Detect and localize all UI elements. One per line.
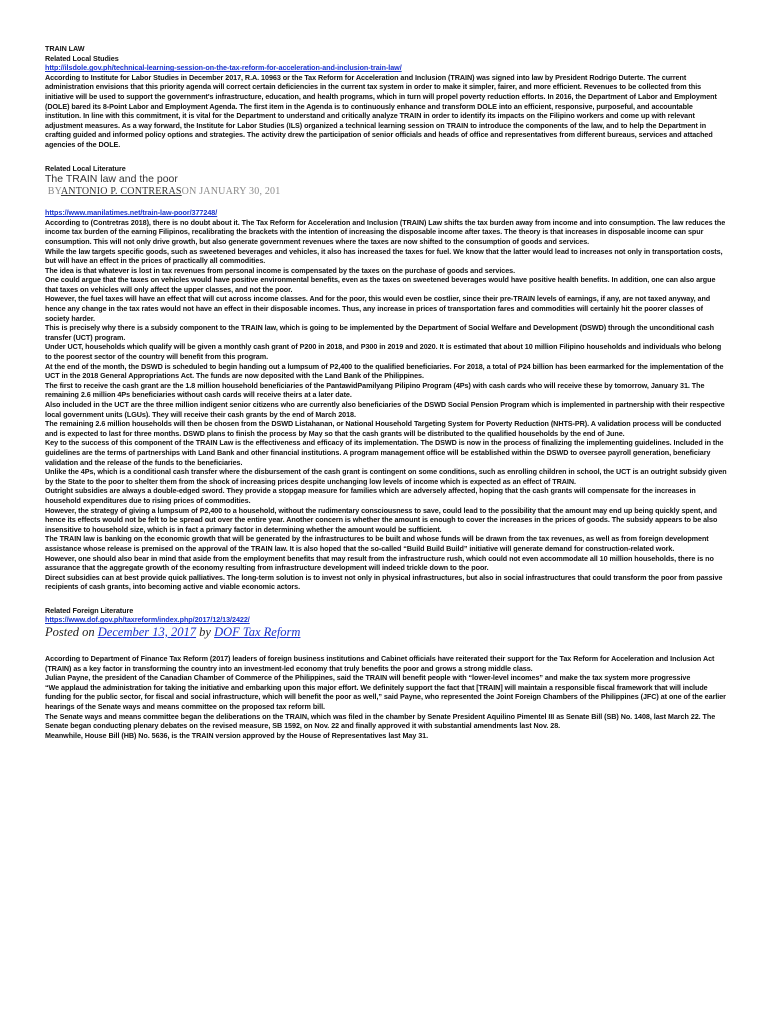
foreign-literature-body [45, 654, 727, 740]
posted-date-link[interactable]: December 13, 2017 [97, 625, 197, 640]
paragraph: While the law targets specific goods, such as sweetened beverages and vehicles, it also has increased the taxes for fuel. We know that the latter would lead to increases not only in transportation costs, but will have an effect in the prices of practically all commodities. [45, 246, 723, 266]
paragraph: Direct subsidies can at best provide quick palliatives. The long-term solution is to invest not only in physical infrastructures, but also in social infrastructures that could transform the poor from passive recipients of cash grants, into becoming active and viable economic actors. [45, 572, 723, 592]
paragraph: Meanwhile, House Bill (HB) No. 5636, is the TRAIN version approved by the House of Representatives last May 31. [45, 730, 429, 740]
section-heading-local-studies: Related Local Studies [45, 53, 119, 63]
posted-on-label: Posted on [45, 625, 98, 640]
paragraph: One could argue that the taxes on vehicles would have positive environmental benefits, even as the taxes on sweetened beverages would have positive health benefits. In addition, one can also argue that taxes on vehicles will only affect the upper classes, and not the poor. [45, 275, 716, 294]
paragraph: However, one should also bear in mind that aside from the employment benefits that may result from the infrastructure rush, which could not even accommodate all 10 million households, there is no assurance that the aggregate growth of the economy resulting from infrastructure development will indeed trickle down to the poor. [45, 553, 714, 573]
paragraph: At the end of the month, the DSWD is scheduled to begin handing out a lumpsum of P2,400 to the qualified beneficiaries. For 2018, a total of P24 billion has been earmarked for the implementation of the UCT in the 2018 General Appropriations Act. The funds are now deposited with the Land Bank of the Philippines. [45, 361, 724, 381]
byline-by: BY [47, 186, 61, 198]
paragraph: However, the strategy of giving a lumpsum of P2,400 to a household, without the rudimentary consciousness to save, could lead to the possibility that the amount may end up being quickly spent, and hence its effects would not be felt to be spread out over the entire year. Another concern is whether the amount is enough to cover the increases in the prices of goods. The subsidy appears to be also insensitive to household size, which is in fact a primary factor in determining whether the amount would be sufficient. [45, 505, 718, 534]
paragraph: However, the fuel taxes will have an effect that will cut across income classes. And for the poor, this would even be costlier, since their pre-TRAIN levels of earnings, if any, are not taxed anyway, and hence any change in the tax rates would not have an effect in their disposable incomes. Thus, any increase in prices of transportation fares and commodities will certainly hit the poorer classes of society harder. [45, 294, 711, 323]
paragraph: This is precisely why there is a subsidy component to the TRAIN law, which is going to be implemented by the Department of Social Welfare and Development (DSWD) through the unconditional cash transfer (UCT) program. [45, 323, 714, 342]
paragraph: According to Department of Finance Tax Reform (2017) leaders of foreign business institutions and Cabinet officials have reiterated their support for the Tax Reform for Acceleration and Inclusion Act (TRAIN) as a key factor in transforming the country into an investment-led economy that truly benefits the poor and grows a strong middle class. [45, 654, 715, 673]
posted-author-link[interactable]: DOF Tax Reform [214, 625, 301, 640]
paragraph: Under UCT, households which qualify will be given a monthly cash grant of P200 in 2018, and P300 in 2019 and 2020. It is estimated that about 10 million Filipino households and individuals who belong to the poorest sector of the country will benefit from this program. [45, 342, 722, 362]
document-page [45, 44, 727, 740]
posted-line [45, 625, 727, 640]
section-heading-local-literature: Related Local Literature [45, 163, 126, 173]
local-studies-paragraph: According to Institute for Labor Studies in December 2017, R.A. 10963 or the Tax Reform for Acceleration and Inclusion (TRAIN) was signed into law by President Rodrigo Duterte. The current administration envisions that this priority agenda will correct certain deficiencies in the current tax system in order to make it simpler, fairer, and more efficient. Revenues to be collected from this initiative will be used to support the government's infrastructure, education, and health programs, which in turn will propel poverty reduction efforts. In 2016, the Department of Labor and Employment (DOLE) bared its 8-Point Labor and Employment Agenda. The first item in the Agenda is to continuously enhance and transform DOLE into an efficient, responsive, purposeful, and accountable institution. In line with this commitment, it is vital for the Department to understand and critically analyze TRAIN in order to identify its impacts on the Filipino workers and come up with relevant adjustment measures. As a way forward, the Institute for Labor Studies (ILS) organized a technical learning session on TRAIN to introduce the components of the law, and to help the Department in crafting guided and informed policy options and strategies. The activity drew the participation of senior officials and heads of office and representatives from different bureaus, services and attached agencies of the DOLE. [45, 72, 717, 149]
paragraph: The TRAIN law is banking on the economic growth that will be generated by the infrastructures to be built and whose funds will be drawn from the tax revenues, as well as from foreign development assistance whose release is premised on the approval of the TRAIN law. It is also hoped that the so-called “Build Build Build” initiative will generate demand for construction-related work. [45, 534, 709, 553]
paragraph: The idea is that whatever is lost in tax revenues from personal income is compensated by the taxes on the purchase of goods and services. [45, 265, 516, 275]
paragraph: “We applaud the administration for taking the initiative and embarking upon this major effort. We definitely support the fact that [TRAIN] will maintain a responsible fiscal framework that will include funding for the public sector, for fiscal and social infrastructure, which will benefit the poor as well,” said Payne, who represented the Joint Foreign Chambers of the Philippines (JFC) at one of the earlier hearings of the Senate ways and means committee on the proposed tax reform bill. [45, 682, 726, 712]
paragraph: The remaining 2.6 million households will then be chosen from the DSWD Listahanan, or National Household Targeting System for Poverty Reduction (NHTS-PR). A validation process will be conducted and is expected to last for three months. DSWD plans to finish the process by May so that the cash grants will be distributed to the qualified households by the end of June. [45, 419, 722, 438]
article-byline [45, 185, 727, 199]
local-literature-body [45, 218, 727, 592]
paragraph: Outright subsidies are always a double-edged sword. They provide a stopgap measure for families which are adversely affected, hoping that the cash grants will compensate for the increases in household expenditures due to rising prices of commodities. [45, 486, 696, 505]
paragraph: The first to receive the cash grant are the 1.8 million household beneficiaries of the PantawidPamilyang Pilipino Program (4Ps) with cash cards who will receive these by tomorrow, January 31. The remaining 2.6 million 4Ps beneficiaries without cash cards will receive theirs at a later date. [45, 380, 705, 400]
section-heading-foreign-literature: Related Foreign Literature [45, 605, 134, 615]
ilsdole-link[interactable]: http://ilsdole.gov.ph/technical-learning-session-on-the-tax-reform-for-acceleration-and-inclusion-train-law/ [45, 63, 402, 73]
paragraph: Unlike the 4Ps, which is a conditional cash transfer where the disbursement of the cash grant is contingent on some conditions, such as enrolling children in school, the UCT is an outright subsidy given by the State to the poor to shelter them from the shock of increasing prices despite unchanging low levels of income which is expected as an effect of TRAIN. [45, 467, 727, 486]
paragraph: Key to the success of this component of the TRAIN Law is the effectiveness and efficacy of its implementation. The DSWD is now in the process of finalizing the implementing guidelines. Included in the guidelines are the terms of partnerships with Land Bank and other financial institutions. A program management office will be established within the DSWD to oversee payroll generation, beneficiary validation and the release of the funds to the beneficiaries. [45, 438, 724, 467]
paragraph: According to (Contretras 2018), there is no doubt about it. The Tax Reform for Acceleration and Inclusion (TRAIN) Law shifts the tax burden away from income and into consumption. The law reduces the income tax burden of the earning Filipinos, recalibrating the brackets with the intention of increasing the disposable income after taxes. The theory is that increases in disposable income can spur consumption. This will not only drive growth, but also generate government revenues where the taxes are now shifted to the consumption of goods and services. [45, 217, 726, 246]
posted-by-label: by [196, 625, 215, 640]
paragraph: The Senate ways and means committee began the deliberations on the TRAIN, which was filed in the chamber by Senate President Aquilino Pimentel III as Senate Bill (SB) No. 1408, last March 22. The Senate began conducting plenary debates on the revised measure, SB 1592, on Nov. 22 and finally approved it with substantial amendments last Nov. 28. [45, 711, 716, 731]
byline-date: ON JANUARY 30, 201 [181, 186, 281, 198]
article-title: The TRAIN law and the poor [45, 173, 178, 186]
dof-link[interactable]: https://www.dof.gov.ph/taxreform/index.php/2017/12/13/2422/ [45, 615, 250, 625]
document-title: TRAIN LAW [45, 44, 85, 53]
manilatimes-link[interactable]: https://www.manilatimes.net/train-law-poor/377248/ [45, 208, 218, 218]
paragraph: Also included in the UCT are the three million indigent senior citizens who are currently also beneficiaries of the DSWD Social Pension Program which is implemented in partnership with their respective local government units (LGUs). They will receive their cash grants by the end of March 2018. [45, 400, 725, 419]
paragraph: Julian Payne, the president of the Canadian Chamber of Commerce of the Philippines, said the TRAIN will benefit people with “lower-level incomes” and make the tax system more progressive [45, 673, 691, 683]
byline-author-link[interactable]: ANTONIO P. CONTRERAS [60, 186, 182, 198]
